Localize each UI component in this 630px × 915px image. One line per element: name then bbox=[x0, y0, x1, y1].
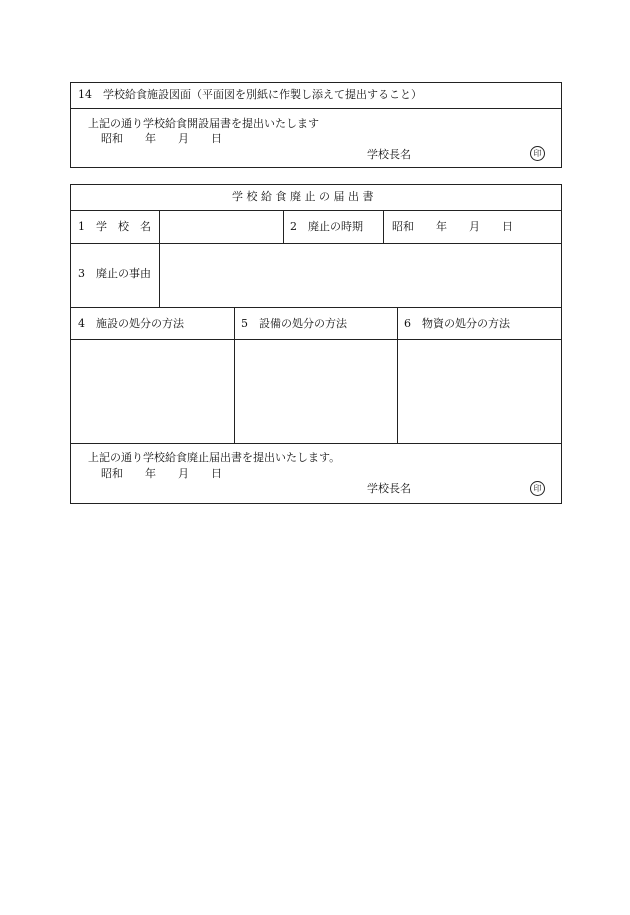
divider bbox=[159, 210, 160, 307]
seal-mark: 印 bbox=[530, 481, 545, 496]
divider bbox=[70, 108, 562, 109]
divider bbox=[70, 243, 562, 244]
facility-disposal-label: 4 施設の処分の方法 bbox=[78, 317, 184, 330]
closure-date-label: 2 廃止の時期 bbox=[290, 220, 363, 233]
divider bbox=[397, 307, 398, 443]
closure-form-title: 学 校 給 食 廃 止 の 届 出 書 bbox=[232, 190, 374, 203]
divider bbox=[383, 210, 384, 243]
equipment-disposal-label: 5 設備の処分の方法 bbox=[241, 317, 347, 330]
closure-reason-label: 3 廃止の事由 bbox=[78, 267, 151, 280]
opening-statement: 上記の通り学校給食開設届書を提出いたします bbox=[88, 117, 319, 130]
item14-label: 14 学校給食施設図面（平面図を別紙に作製し添えて提出すること） bbox=[78, 88, 422, 101]
principal-name-label: 学校長名 bbox=[367, 482, 411, 495]
closure-date-value: 昭和 年 月 日 bbox=[392, 220, 513, 233]
closure-statement: 上記の通り学校給食廃止届出書を提出いたします。 bbox=[88, 451, 341, 464]
divider bbox=[234, 307, 235, 443]
divider bbox=[283, 210, 284, 243]
school-name-label: 1 学 校 名 bbox=[78, 220, 151, 233]
supplies-disposal-label: 6 物資の処分の方法 bbox=[404, 317, 510, 330]
divider bbox=[70, 307, 562, 308]
closure-submit-date: 昭和 年 月 日 bbox=[101, 467, 222, 480]
divider bbox=[70, 339, 562, 340]
principal-name-label: 学校長名 bbox=[367, 148, 411, 161]
divider bbox=[70, 443, 562, 444]
divider bbox=[70, 210, 562, 211]
seal-mark: 印 bbox=[530, 146, 545, 161]
opening-date: 昭和 年 月 日 bbox=[101, 132, 222, 145]
